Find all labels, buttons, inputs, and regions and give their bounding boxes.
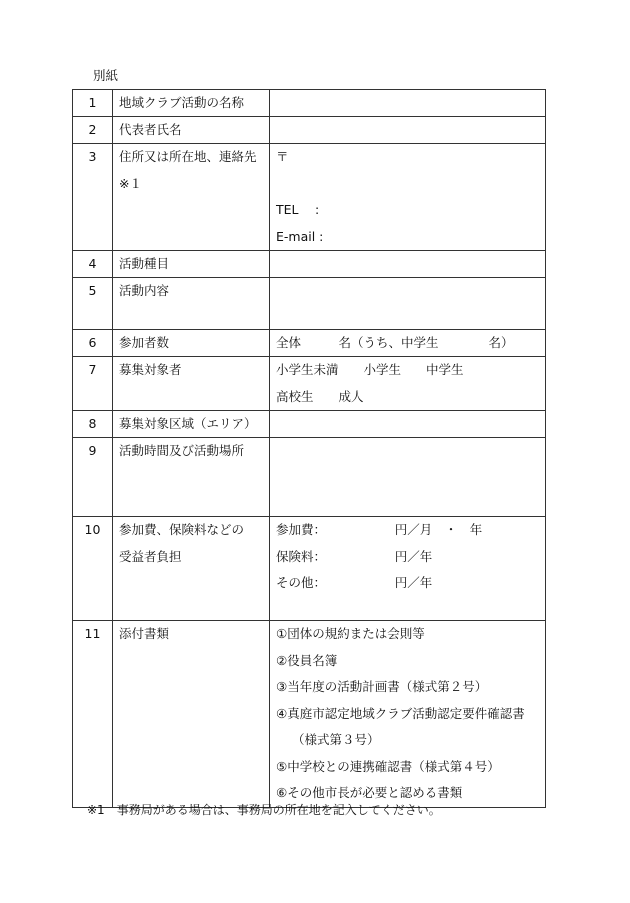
table-row	[73, 357, 546, 411]
item-label: 活動時間及び活動場所	[119, 443, 245, 458]
item-label: 参加者数	[119, 335, 170, 350]
table-row	[73, 117, 546, 144]
value-cell[interactable]	[270, 357, 546, 411]
target-options-line-2: 高校生 成人	[276, 388, 364, 404]
row-number: 2	[88, 122, 97, 137]
table-row	[73, 330, 546, 357]
address-blank	[276, 171, 545, 198]
table-row	[73, 90, 546, 117]
participant-count-text: 全体 名（うち、中学生 名）	[276, 335, 514, 350]
table-row	[73, 621, 546, 808]
row-number: 11	[84, 626, 101, 641]
postal-mark: 〒	[276, 149, 289, 164]
table-row	[73, 278, 546, 330]
other-cost-line: その他： 円／年	[276, 575, 433, 590]
item-label: 募集対象区域（エリア）	[119, 416, 257, 431]
attachment-doc-6: ⑥その他市長が必要と認める書類	[276, 785, 463, 800]
table-row	[73, 144, 546, 251]
table-row	[73, 438, 546, 517]
attachment-doc-1: ①団体の規約または会則等	[276, 626, 425, 641]
item-label-continued: 受益者負担	[119, 548, 182, 564]
row-number: 8	[88, 416, 97, 431]
item-label: 活動種目	[119, 256, 170, 271]
item-note: ※１	[119, 175, 142, 191]
email-label: E-mail :	[276, 228, 324, 244]
row-number: 6	[88, 335, 97, 350]
row-number: 10	[84, 522, 101, 537]
row-number: 7	[88, 362, 97, 377]
table-row	[73, 251, 546, 278]
row-number: 9	[88, 443, 97, 458]
value-cell[interactable]	[270, 90, 546, 117]
target-options-line-1: 小学生未満 小学生 中学生	[276, 362, 464, 377]
value-cell[interactable]	[270, 438, 546, 517]
value-cell[interactable]	[270, 144, 546, 251]
attachment-doc-3: ③当年度の活動計画書（様式第２号）	[276, 679, 488, 694]
item-label: 募集対象者	[119, 362, 182, 377]
table-row	[73, 517, 546, 621]
row-number: 5	[88, 283, 97, 298]
row-number: 4	[88, 256, 97, 271]
attachment-doc-2: ②役員名簿	[276, 652, 338, 668]
insurance-line: 保険料： 円／年	[276, 548, 433, 564]
value-cell	[270, 621, 546, 808]
value-cell[interactable]	[270, 117, 546, 144]
attachment-doc-4: ④真庭市認定地域クラブ活動認定要件確認書	[276, 705, 525, 721]
item-label: 地域クラブ活動の名称	[119, 95, 245, 110]
value-cell[interactable]	[270, 251, 546, 278]
value-cell[interactable]	[270, 278, 546, 330]
item-label: 添付書類	[119, 626, 170, 641]
value-cell[interactable]	[270, 411, 546, 438]
footnote: ※1 事務局がある場合は、事務局の所在地を記入してください。	[87, 803, 441, 817]
item-label: 活動内容	[119, 283, 170, 298]
attachment-label: 別紙	[93, 68, 119, 83]
row-number: 3	[88, 149, 97, 164]
table-row	[73, 411, 546, 438]
fee-line: 参加費： 円／月 ・ 年	[276, 522, 483, 537]
attachment-doc-5: ⑤中学校との連携確認書（様式第４号）	[276, 758, 500, 774]
attachment-doc-4-form: （様式第３号）	[292, 732, 380, 747]
item-label: 代表者氏名	[119, 122, 182, 137]
item-label: 住所又は所在地、連絡先	[119, 149, 257, 164]
value-cell[interactable]	[270, 517, 546, 621]
value-cell[interactable]	[270, 330, 546, 357]
item-label: 参加費、保険料などの	[119, 522, 245, 537]
application-form-table	[72, 89, 546, 808]
row-number: 1	[88, 95, 97, 110]
tel-label: TEL :	[276, 202, 320, 217]
